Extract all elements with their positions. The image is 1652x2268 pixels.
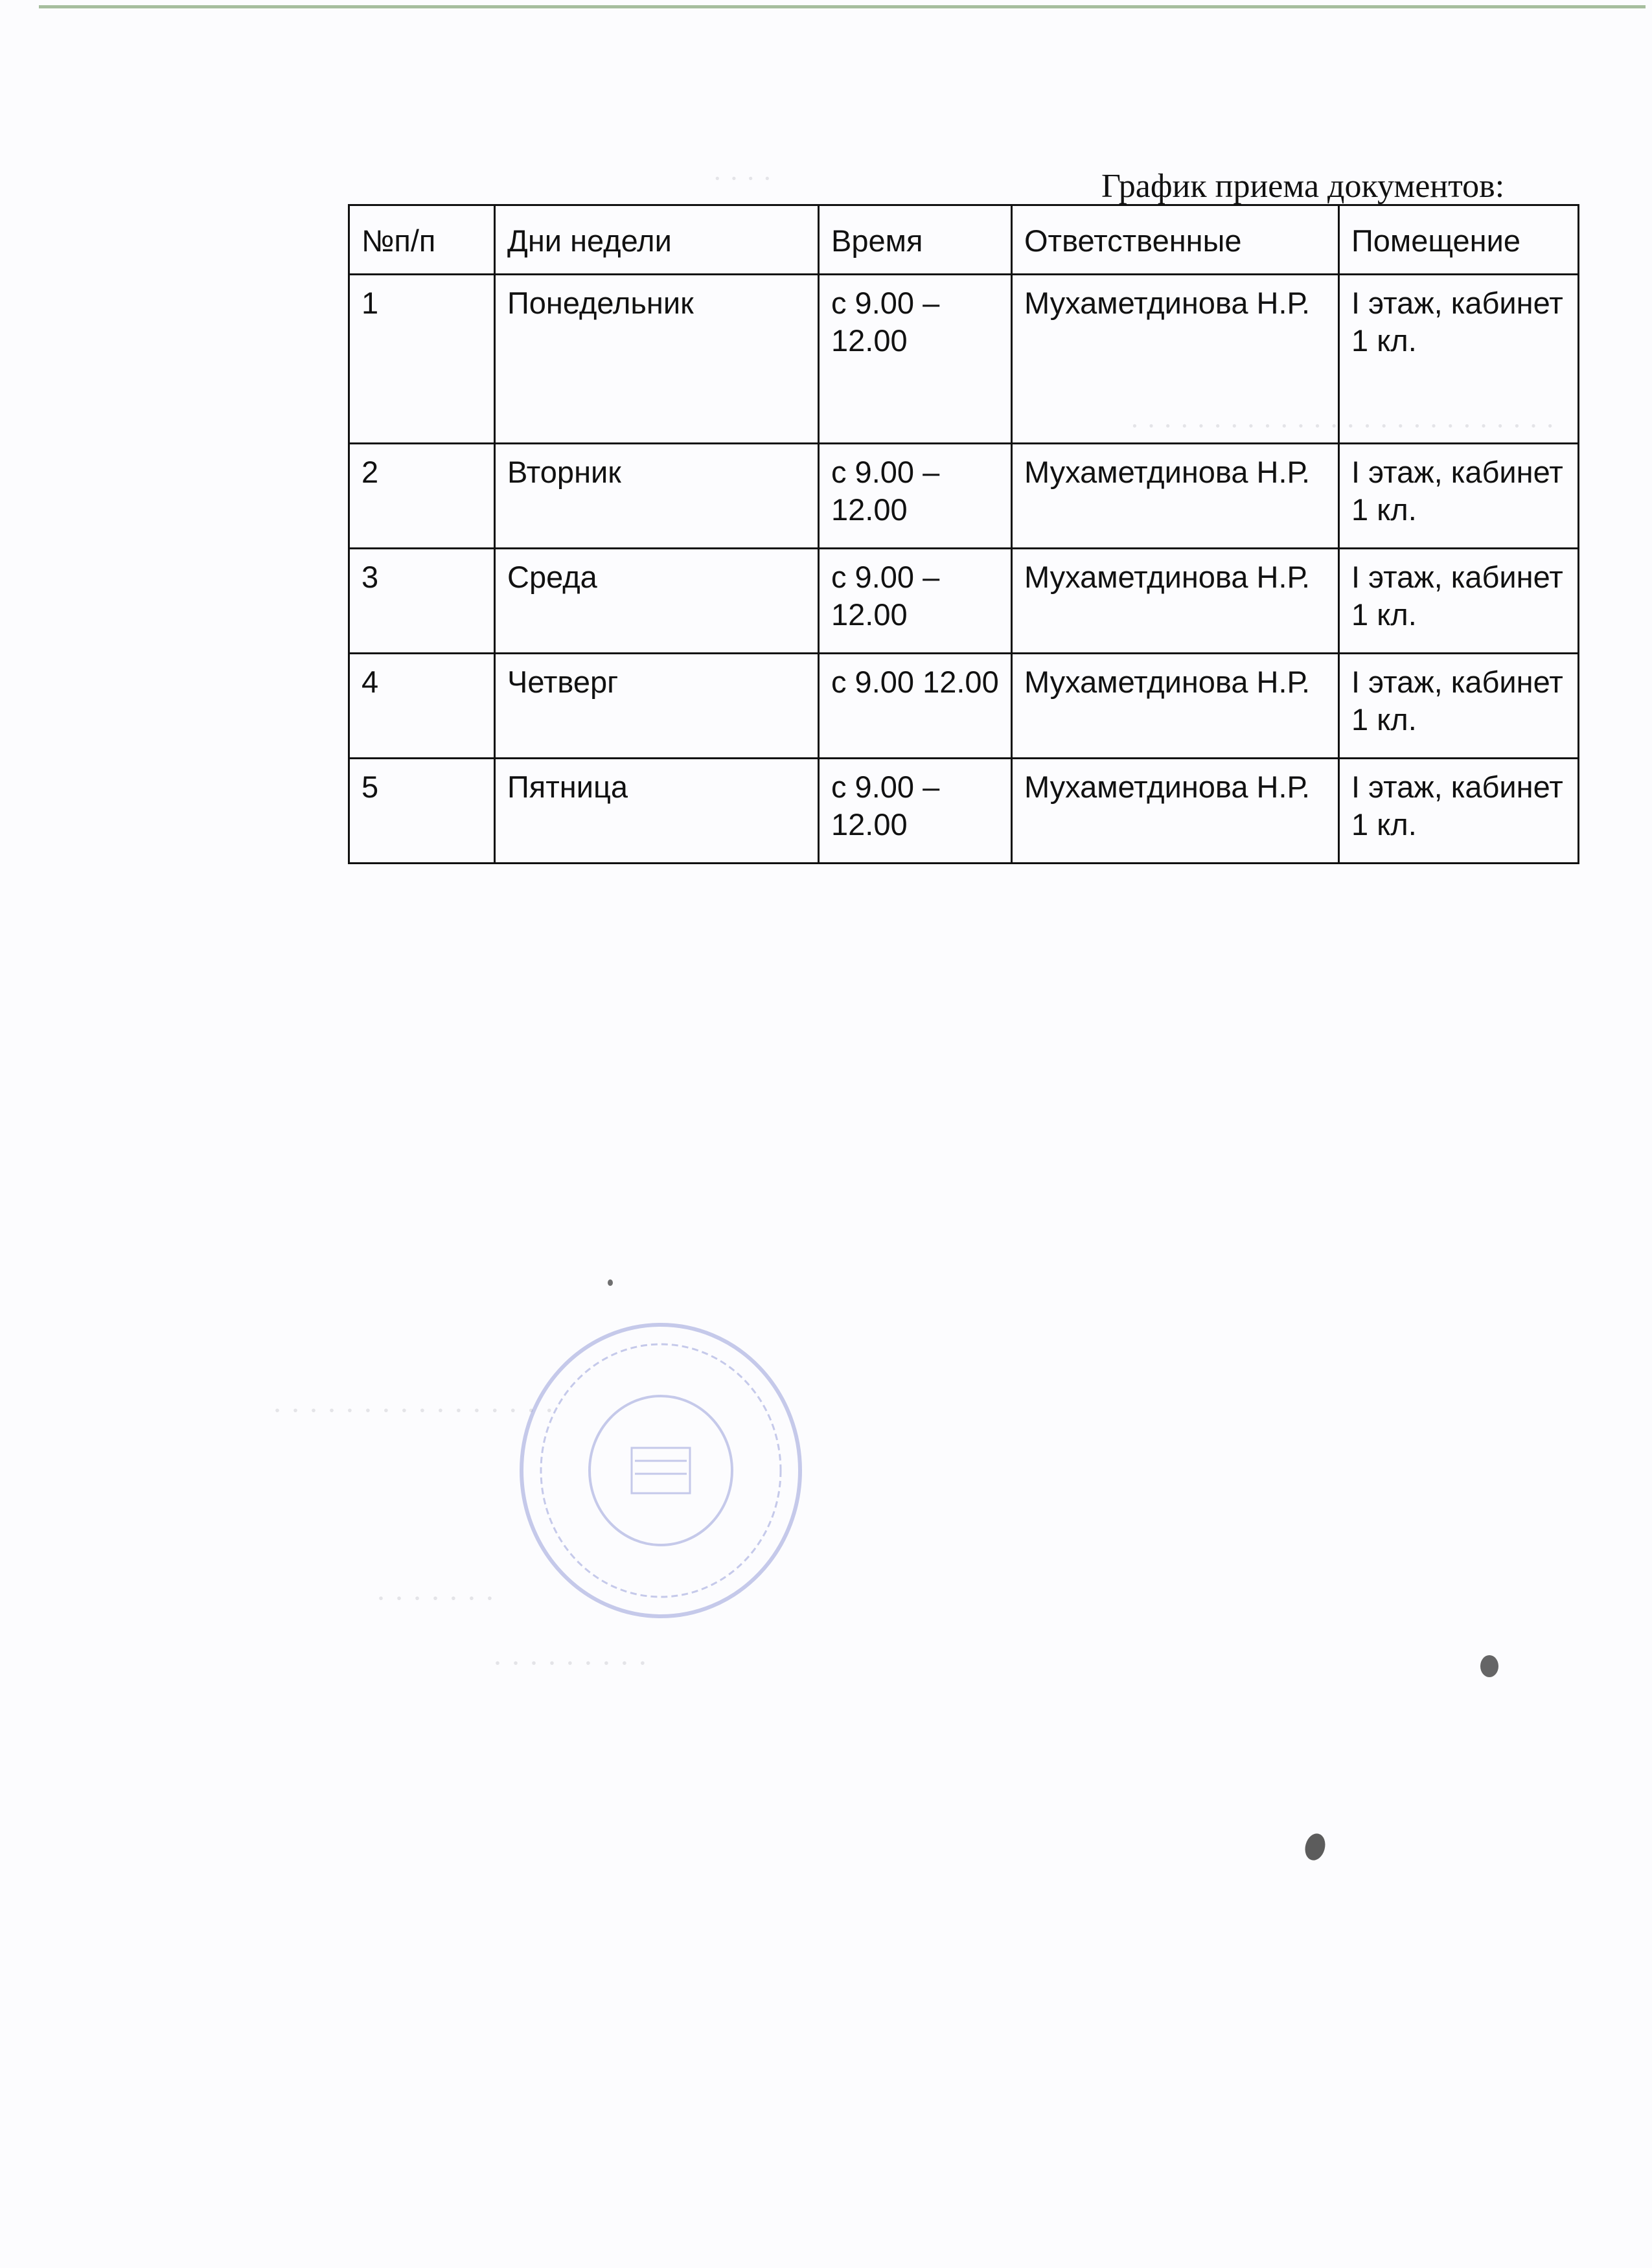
row-day: Пятница <box>495 759 819 864</box>
bleed-through-text: · · · · · · · <box>376 1581 495 1616</box>
row-number: 4 <box>349 654 495 759</box>
page-top-edge <box>39 5 1646 8</box>
header-room: Помещение <box>1339 205 1579 275</box>
row-day: Понедельник <box>495 275 819 444</box>
row-day: Вторник <box>495 444 819 549</box>
row-room: I этаж, кабинет 1 кл. <box>1339 549 1579 654</box>
row-responsible: Мухаметдинова Н.Р. <box>1012 549 1339 654</box>
header-responsible: Ответственные <box>1012 205 1339 275</box>
row-time: с 9.00 – 12.00 <box>819 444 1012 549</box>
row-day: Среда <box>495 549 819 654</box>
row-room: I этаж, кабинет 1 кл. <box>1339 759 1579 864</box>
row-room: I этаж, кабинет 1 кл. <box>1339 275 1579 444</box>
row-number: 2 <box>349 444 495 549</box>
ink-spot <box>608 1279 613 1286</box>
school-seal-icon <box>499 1309 823 1632</box>
row-number: 3 <box>349 549 495 654</box>
row-time: с 9.00 – 12.00 <box>819 549 1012 654</box>
row-number: 5 <box>349 759 495 864</box>
header-number: №п/п <box>349 205 495 275</box>
table-row <box>349 444 1579 549</box>
table-header-row <box>349 205 1579 275</box>
row-time: с 9.00 – 12.00 <box>819 275 1012 444</box>
table-row <box>349 275 1579 444</box>
table-row <box>349 759 1579 864</box>
table-row <box>349 654 1579 759</box>
ink-spot <box>1480 1655 1498 1677</box>
ink-spot <box>1302 1831 1328 1862</box>
bleed-through-text: · · · · · · · · · · · · · · · · · · · · · · · · · · <box>1130 410 1555 442</box>
row-day: Четверг <box>495 654 819 759</box>
schedule-heading: График приема документов: <box>1101 168 1505 205</box>
header-time: Время <box>819 205 1012 275</box>
schedule-table <box>348 204 1579 864</box>
row-room: I этаж, кабинет 1 кл. <box>1339 444 1579 549</box>
row-responsible: Мухаметдинова Н.Р. <box>1012 275 1339 444</box>
row-room: I этаж, кабинет 1 кл. <box>1339 654 1579 759</box>
header-day: Дни недели <box>495 205 819 275</box>
row-number: 1 <box>349 275 495 444</box>
table-row <box>349 549 1579 654</box>
row-responsible: Мухаметдинова Н.Р. <box>1012 759 1339 864</box>
bleed-through-text: · · · · · · · · · · · · · · · · <box>272 1393 555 1428</box>
row-time: с 9.00 12.00 <box>819 654 1012 759</box>
row-time: с 9.00 – 12.00 <box>819 759 1012 864</box>
row-responsible: Мухаметдинова Н.Р. <box>1012 654 1339 759</box>
bleed-through-text: · · · · <box>713 163 772 194</box>
row-responsible: Мухаметдинова Н.Р. <box>1012 444 1339 549</box>
bleed-through-text: · · · · · · · · · <box>492 1646 648 1680</box>
